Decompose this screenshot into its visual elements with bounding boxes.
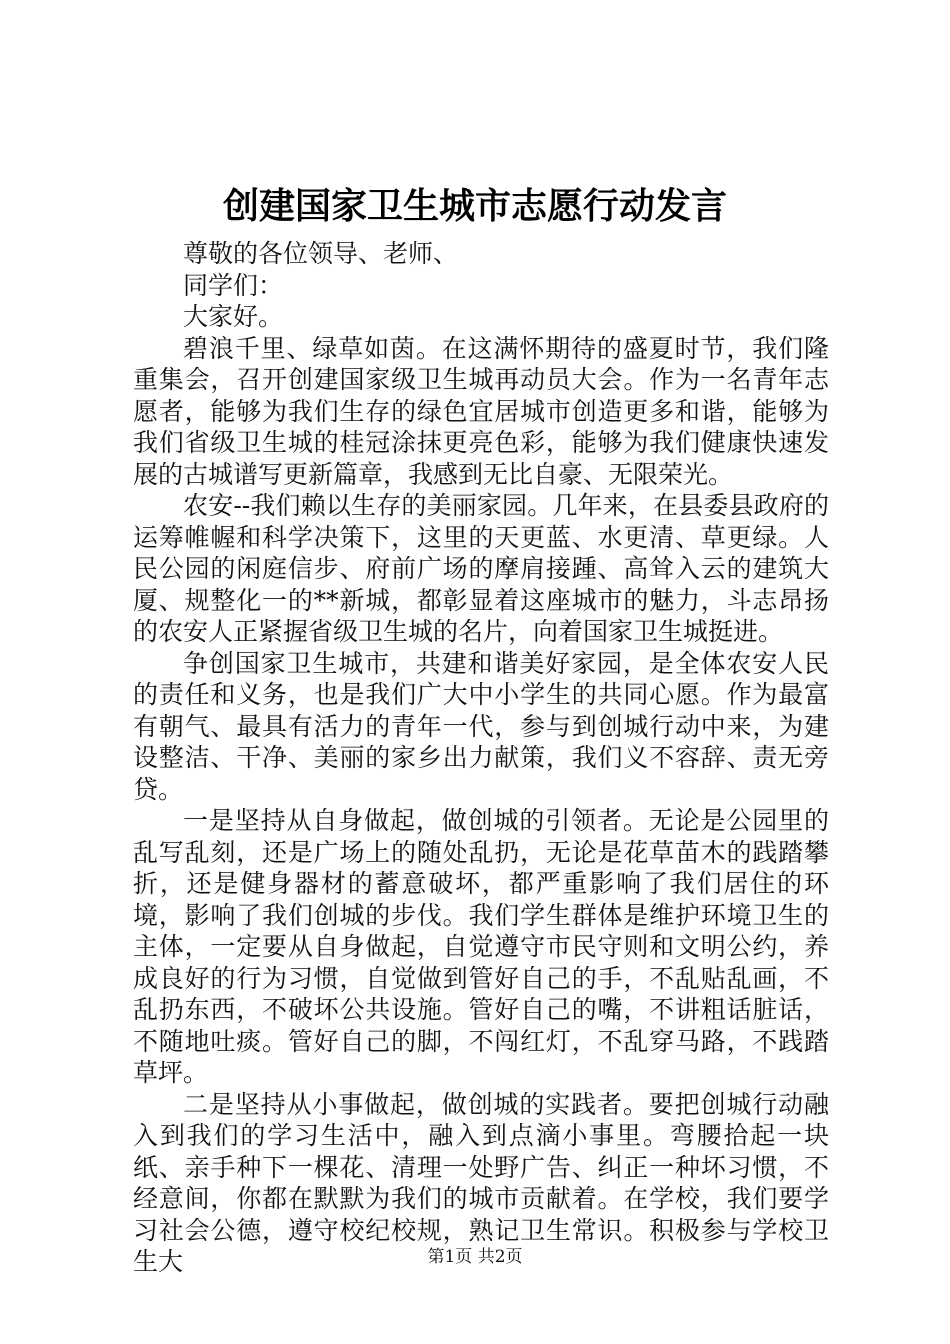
document-body [133, 238, 829, 1278]
body-paragraph: 碧浪千里、绿草如茵。在这满怀期待的盛夏时节，我们隆重集会，召开创建国家级卫生城再动员大会。作为一名青年志愿者，能够为我们生存的绿色宜居城市创造更多和谐，能够为我们省级卫生城的桂冠涂抹更亮色彩，能够为我们健康快速发展的古城谱写更新篇章，我感到无比自豪、无限荣光。 [133, 333, 829, 489]
salutation-line: 同学们： [183, 270, 284, 300]
body-paragraph: 农安--我们赖以生存的美丽家园。几年来，在县委县政府的运筹帷幄和科学决策下，这里的天更蓝、水更清、草更绿。人民公园的闲庭信步、府前广场的摩肩接踵、高耸入云的建筑大厦、规整化一的**新城，都彰显着这座城市的魅力，斗志昂扬的农安人正紧握省级卫生城的名片，向着国家卫生城挺进。 [133, 491, 829, 646]
greeting: 大家好。 [183, 302, 284, 331]
salutation-line: 尊敬的各位领导、老师、 [183, 239, 459, 268]
document-title: 创建国家卫生城市志愿行动发言 [222, 185, 727, 227]
page-number-footer: 第1页 共2页 [427, 1247, 523, 1267]
body-paragraph: 二是坚持从小事做起，做创城的实践者。要把创城行动融入到我们的学习生活中，融入到点滴小事里。弯腰拾起一块纸、亲手种下一棵花、清理一处野广告、纠正一种坏习惯，不经意间，你都在默默为我们的城市贡献着。在学校，我们要学习社会公德，遵守校纪校规，熟记卫生常识。积极参与学校卫生大 [133, 1089, 829, 1276]
body-paragraph: 争创国家卫生城市，共建和谐美好家园，是全体农安人民的责任和义务，也是我们广大中小学生的共同心愿。作为最富有朝气、最具有活力的青年一代，参与到创城行动中来，为建设整洁、干净、美丽的家乡出力献策，我们义不容辞、责无旁贷。 [133, 648, 829, 804]
body-paragraph: 一是坚持从自身做起，做创城的引领者。无论是公园里的乱写乱刻，还是广场上的随处乱扔，无论是花草苗木的践踏攀折，还是健身器材的蓄意破坏，都严重影响了我们居住的环境，影响了我们创城的步伐。我们学生群体是维护环境卫生的主体，一定要从自身做起，自觉遵守市民守则和文明公约，养成良好的行为习惯，自觉做到管好自己的手，不乱贴乱画，不乱扔东西，不破坏公共设施。管好自己的嘴，不讲粗话脏话，不随地吐痰。管好自己的脚，不闯红灯，不乱穿马路，不践踏草坪。 [133, 806, 829, 1087]
